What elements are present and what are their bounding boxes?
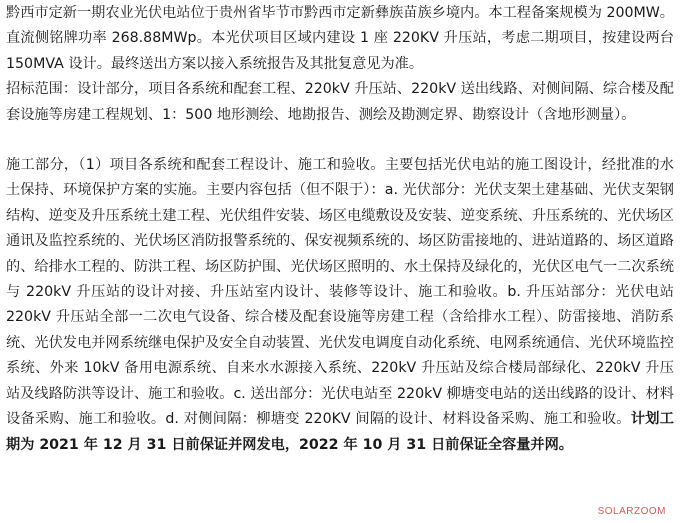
construction-scope-paragraph xyxy=(6,153,674,458)
bidding-scope-paragraph: 招标范围：设计部分，项目各系统和配套工程、220kV 升压站、220kV 送出线路、对侧间隔、综合楼及配套设施等房建工程规划、1：500 地形测绘、地勘报告、测绘及勘测定界、勘察设计（含地形测量）。 xyxy=(6,81,674,123)
document-body xyxy=(6,1,674,458)
project-overview-paragraph: 黔西市定新一期农业光伏电站位于贵州省毕节市黔西市定新彝族苗族乡境内。本工程备案规模为 200MW。直流侧铭牌功率 268.88MWp。本光伏项目区域内建设 1 座 220KV 升压站，考虑二期项目，按建设两台 150MVA 设计。最终送出方案以接入系统报告及其批复意见为准。 xyxy=(6,5,674,72)
construction-scope-text: 施工部分，（1）项目各系统和配套工程设计、施工和验收。主要包括光伏电站的施工图设计，经批准的水土保持、环境保护方案的实施。主要内容包括（但不限于）：a. 光伏部分：光伏支架土建基础、光伏支架钢结构、逆变及升压系统土建工程、光伏组件安装、场区电缆敷设及安装、逆变系统、升压系统的、光伏场区通讯及监控系统的、光伏场区消防报警系统的、保安视频系统的、场区防雷接地的、进站道路的、场区道路的、给排水工程的、防洪工程、场区防护围、光伏场区照明的、水土保持及绿化的，光伏区电气一二次系统与 220kV 升压站的设计对接、升压站室内设计、装修等设计、施工和验收。b. 升压站部分：光伏电站 220kV 升压站全部一二次电气设备、综合楼及配套设施等房建工程（含给排水工程）、防雷接地、消防系统、光伏发电并网系统继电保护及安全自动装置、光伏发电调度自动化系统、电网系统通信、光伏环境监控系统、外来 10kV 备用电源系统、自来水水源接入系统、220kV 升压站及综合楼局部绿化、220kV 升压站及线路防洪等设计、施工和验收。c. 送出部分：光伏电站至 220kV 柳塘变电站的送出线路的设计、材料设备采购、施工和验收。d. 对侧间隔：柳塘变 220KV 间隔的设计、材料设备采购、施工和验收。 xyxy=(6,157,674,428)
schedule-bold-text: 计划工期为 2021 年 12 月 31 日前保证并网发电，2022 年 10 月 31 日前保证全容量并网。 xyxy=(6,411,674,453)
paragraph-spacer xyxy=(6,128,674,153)
watermark-logo: SOLARZOOM xyxy=(597,506,666,517)
